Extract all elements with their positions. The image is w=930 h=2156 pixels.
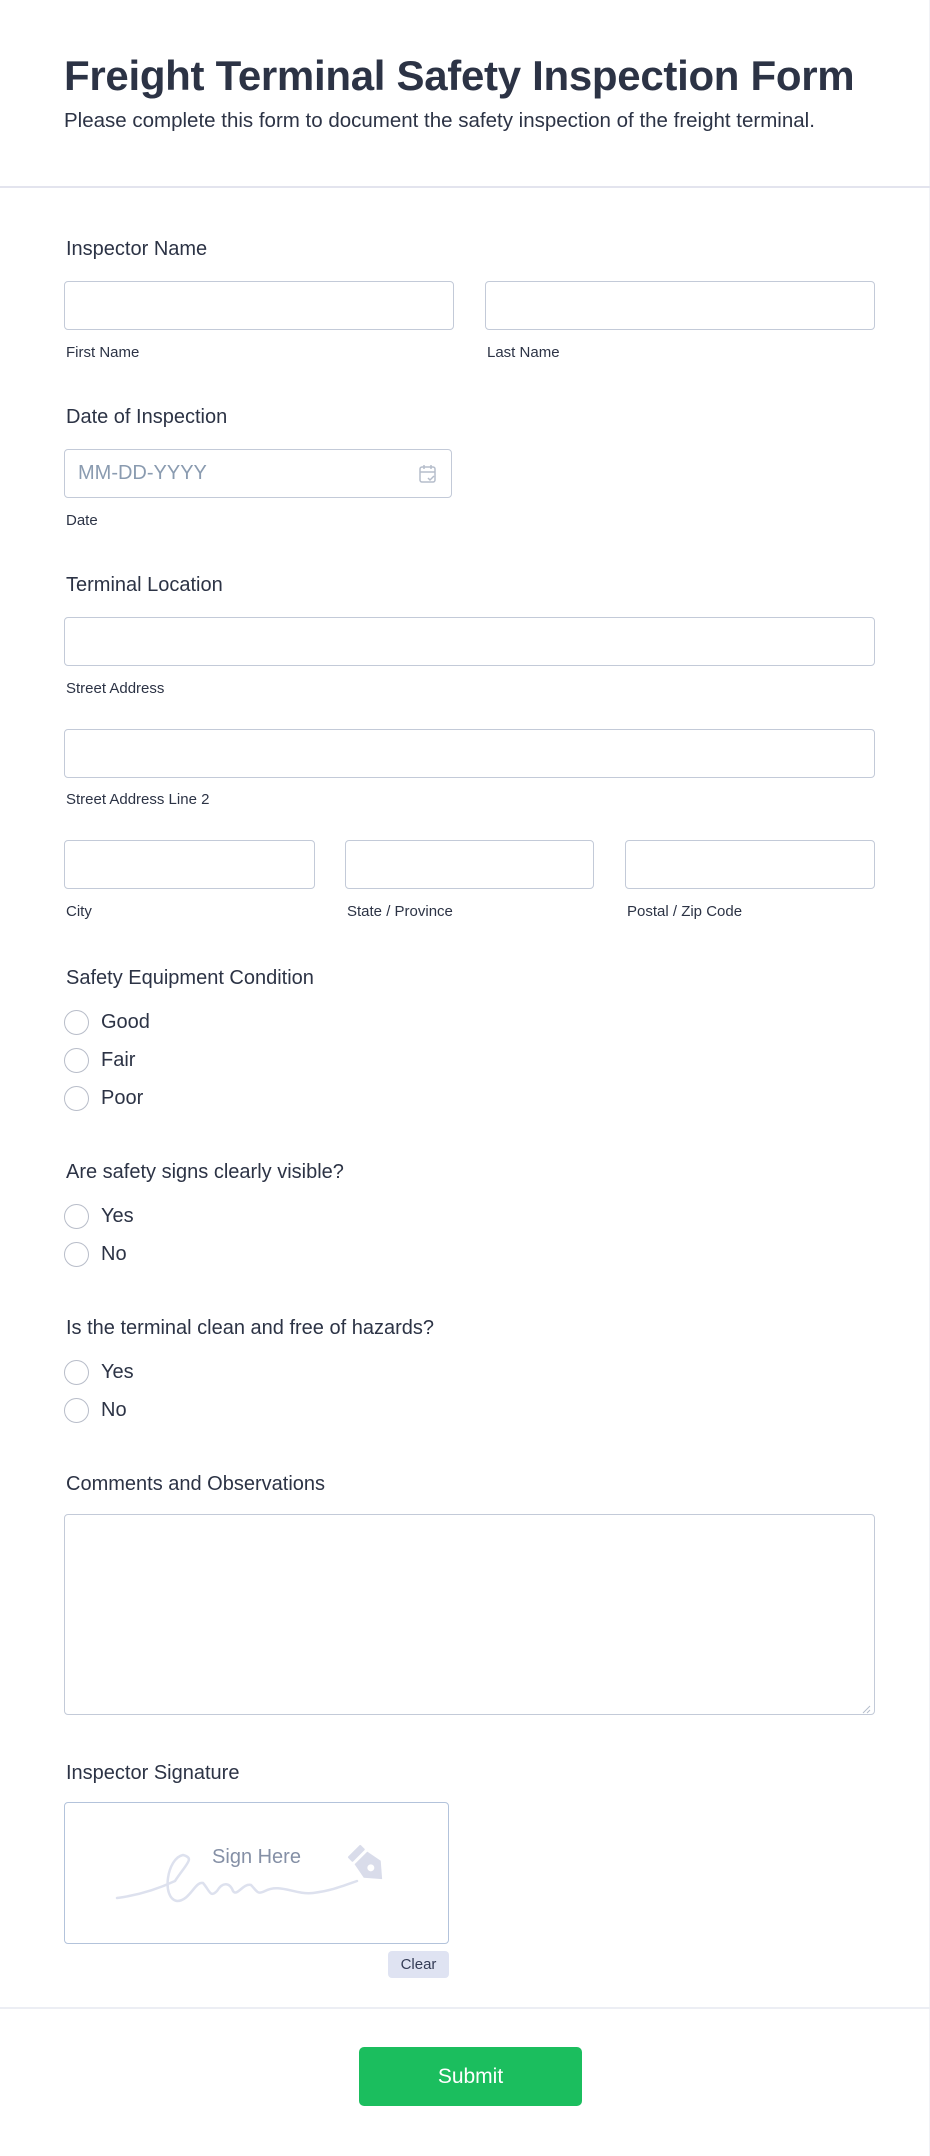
radio-label: Fair [101,1048,136,1071]
radio-option-good[interactable] [64,1009,150,1035]
state-province-input[interactable] [345,840,594,889]
terminal-location-label: Terminal Location [66,574,223,596]
radio-option-clean-no[interactable] [64,1397,127,1423]
radio-label: Poor [101,1086,144,1109]
signs-visible-label: Are safety signs clearly visible? [66,1161,344,1183]
street-address-input[interactable] [64,617,875,666]
form-title: Freight Terminal Safety Inspection Form [64,52,855,99]
terminal-clean-label: Is the terminal clean and free of hazards? [66,1317,434,1339]
radio-option-poor[interactable] [64,1085,143,1111]
radio-button[interactable] [64,1086,89,1111]
radio-button[interactable] [64,1242,89,1267]
safety-equipment-condition-label: Safety Equipment Condition [66,967,314,989]
signature-label: Inspector Signature [66,1762,240,1784]
calendar-icon[interactable] [418,463,438,485]
city-sublabel: City [66,903,92,920]
signature-pad[interactable] [64,1802,449,1944]
first-name-sublabel: First Name [66,344,140,361]
signature-squiggle-icon [65,1803,449,1944]
radio-label: No [101,1242,127,1265]
clear-signature-button[interactable]: Clear [388,1951,449,1978]
radio-option-signs-no[interactable] [64,1241,127,1267]
radio-label: Yes [101,1360,134,1383]
radio-button[interactable] [64,1204,89,1229]
header-divider [0,186,930,188]
comments-textarea[interactable] [64,1514,875,1715]
comments-label: Comments and Observations [66,1473,326,1495]
last-name-input[interactable] [485,281,875,330]
radio-option-fair[interactable] [64,1047,135,1073]
footer-divider [0,2007,930,2009]
date-of-inspection-label: Date of Inspection [66,406,228,428]
postal-code-input[interactable] [625,840,875,889]
radio-option-clean-yes[interactable] [64,1359,134,1385]
state-province-sublabel: State / Province [347,903,453,920]
form-subtitle: Please complete this form to document the safety inspection of the freight terminal. [64,109,815,132]
radio-label: No [101,1398,127,1421]
inspector-name-label: Inspector Name [66,238,208,260]
radio-label: Good [101,1010,150,1033]
radio-option-signs-yes[interactable] [64,1203,134,1229]
last-name-sublabel: Last Name [487,344,560,361]
postal-code-sublabel: Postal / Zip Code [627,903,743,920]
first-name-input[interactable] [64,281,454,330]
radio-button[interactable] [64,1048,89,1073]
radio-button[interactable] [64,1398,89,1423]
radio-button[interactable] [64,1010,89,1035]
sign-here-placeholder: Sign Here [212,1846,301,1868]
street-address-line2-sublabel: Street Address Line 2 [66,791,210,808]
street-address-line2-input[interactable] [64,729,875,778]
radio-label: Yes [101,1204,134,1227]
resize-handle-icon[interactable] [861,1701,871,1711]
radio-button[interactable] [64,1360,89,1385]
date-input[interactable] [64,449,452,498]
date-sublabel: Date [66,512,98,529]
street-address-sublabel: Street Address [66,680,165,697]
date-placeholder: MM-DD-YYYY [78,462,207,484]
city-input[interactable] [64,840,315,889]
submit-button[interactable]: Submit [359,2047,582,2106]
